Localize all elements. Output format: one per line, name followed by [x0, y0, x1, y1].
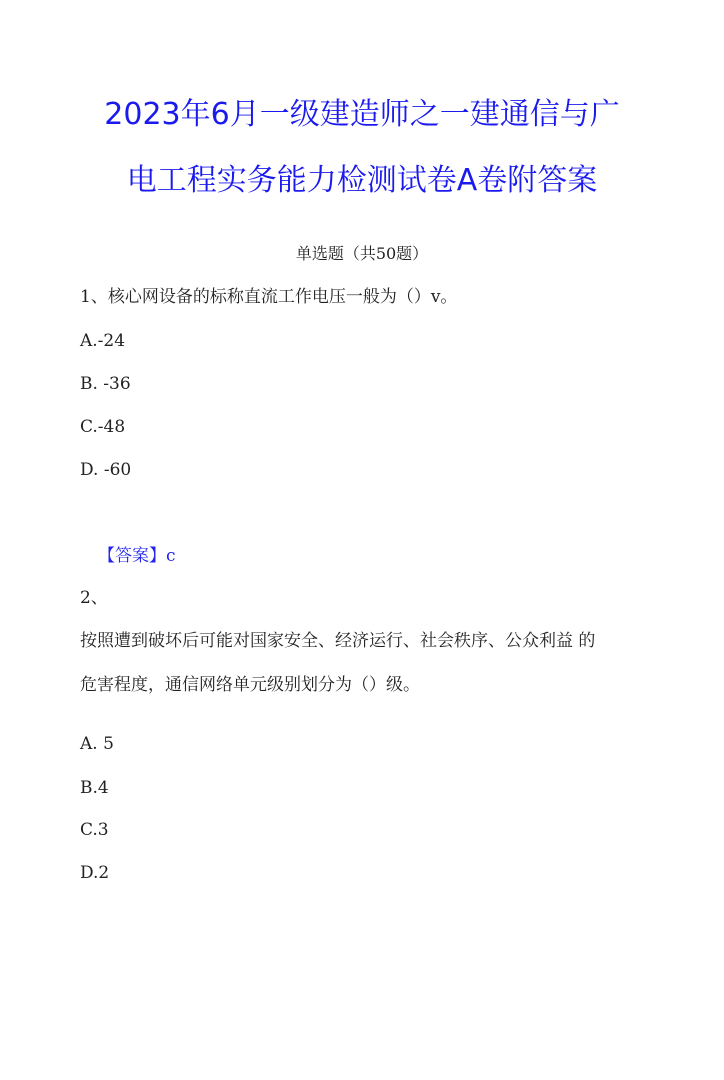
document-title-line1: 2023年6月一级建造师之一建通信与广	[104, 97, 620, 132]
question-1-option-a: A.-24	[80, 331, 126, 351]
question-2-option-b: B.4	[80, 778, 109, 798]
section-heading: 单选题（共50题）	[295, 244, 429, 263]
question-2-option-c: C.3	[80, 820, 109, 840]
question-2-stem-line1: 按照遭到破坏后可能对国家安全、经济运行、社会秩序、公众利益 的	[80, 631, 596, 651]
question-2-option-a: A. 5	[80, 734, 114, 754]
question-1-stem: 1、核心网设备的标称直流工作电压一般为（）v。	[80, 287, 458, 307]
document-title-line2: 电工程实务能力检测试卷A卷附答案	[126, 163, 598, 198]
question-2-option-d: D.2	[80, 863, 110, 883]
question-1-answer: 【答案】c	[98, 546, 176, 566]
question-1-option-d: D. -60	[80, 460, 132, 480]
question-2-stem-line2: 危害程度，通信网络单元级别划分为（）级。	[80, 675, 420, 695]
question-2-number: 2、	[80, 588, 108, 608]
question-1-option-c: C.-48	[80, 417, 126, 437]
question-1-option-b: B. -36	[80, 374, 131, 394]
